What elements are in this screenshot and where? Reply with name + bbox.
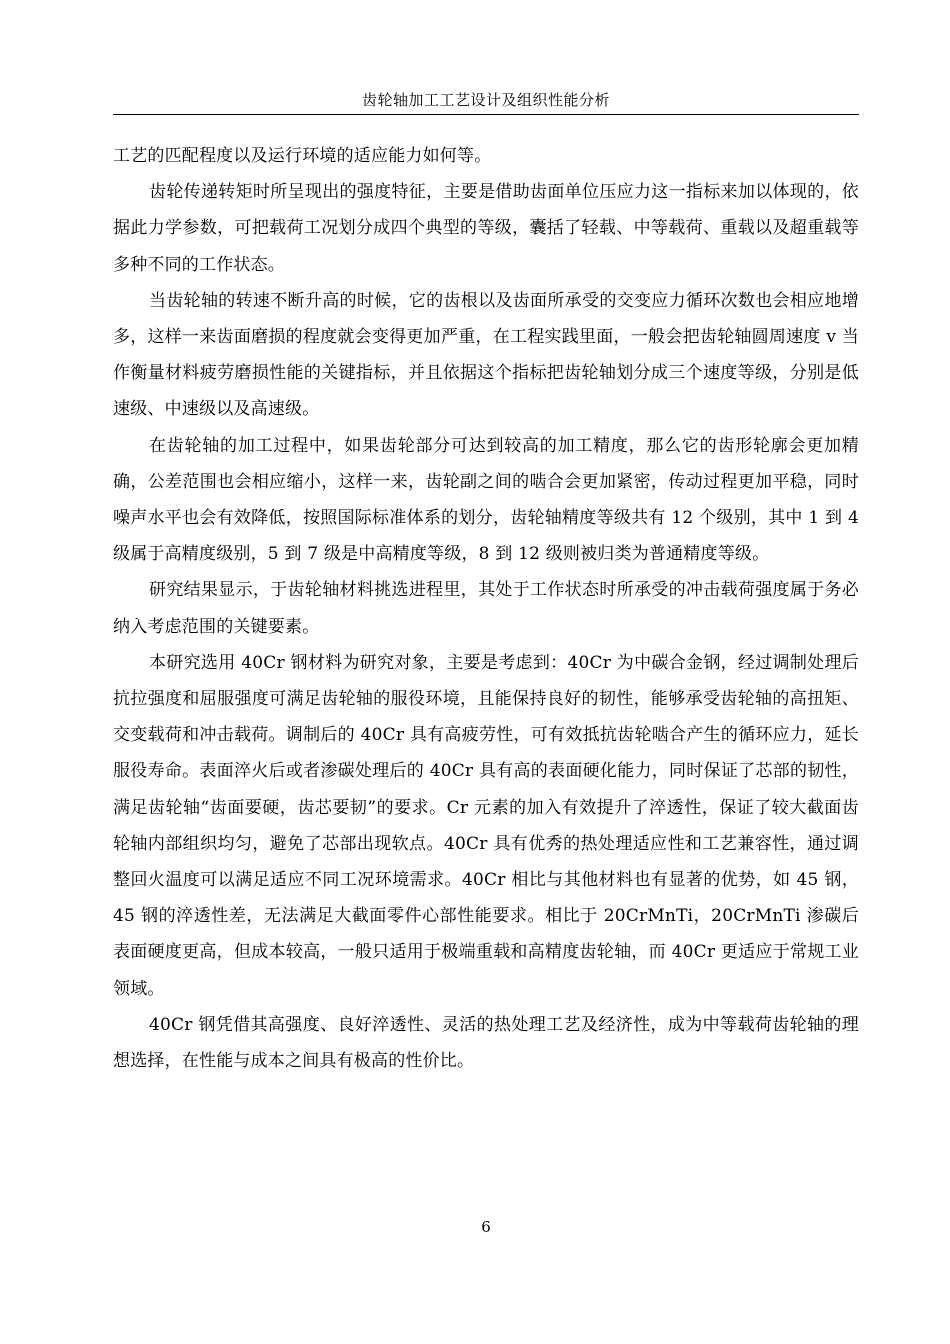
paragraph-precision-grade: 在齿轮轴的加工过程中，如果齿轮部分可达到较高的加工精度，那么它的齿形轮廓会更加精确，公差范围也会相应缩小，这样一来，齿轮副之间的啮合会更加紧密，传动过程更加平稳，同时噪声水平也会有效降低，按照国际标准体系的划分，齿轮轴精度等级共有 12 个级别，其中 1 到 4 级属于高精度级别，5 到 7 级是中高精度等级，8 到 12 级则被归类为普通精度等级。 <box>113 435 859 565</box>
header-divider <box>113 114 859 115</box>
page-number: 6 <box>481 1218 491 1236</box>
paragraph-speed-grade: 当齿轮轴的转速不断升高的时候，它的齿根以及齿面所承受的交变应力循环次数也会相应地增多，这样一来齿面磨损的程度就会变得更加严重，在工程实践里面，一般会把齿轮轴圆周速度 v 当作衡量材料疲劳磨损性能的关键指标，并且依据这个指标把齿轮轴划分成三个速度等级，分别是低速级、中速级以及高速级。 <box>113 290 859 420</box>
running-header-title: 齿轮轴加工工艺设计及组织性能分析 <box>361 91 610 109</box>
paragraph-impact-load: 研究结果显示，于齿轮轴材料挑选进程里，其处于工作状态时所承受的冲击载荷强度属于务必纳入考虑范围的关键要素。 <box>113 580 859 637</box>
paragraph-continuation: 工艺的匹配程度以及运行环境的适应能力如何等。 <box>113 146 492 166</box>
paragraph-conclusion: 40Cr 钢凭借其高强度、良好淬透性、灵活的热处理工艺及经济性，成为中等载荷齿轮轴的理想选择，在性能与成本之间具有极高的性价比。 <box>113 1014 859 1072</box>
paragraph-load-strength: 齿轮传递转矩时所呈现出的强度特征，主要是借助齿面单位压应力这一指标来加以体现的，依据此力学参数，可把载荷工况划分成四个典型的等级，囊括了轻载、中等载荷、重载以及超重载等多种不同的工作状态。 <box>113 182 859 275</box>
body-text <box>113 138 859 1079</box>
paragraph-material-selection: 本研究选用 40Cr 钢材料为研究对象，主要是考虑到：40Cr 为中碳合金钢，经过调制处理后抗拉强度和屈服强度可满足齿轮轴的服役环境，且能保持良好的韧性，能够承受齿轮轴的高扭矩、交变载荷和冲击载荷。调制后的 40Cr 具有高疲劳性，可有效抵抗齿轮啮合产生的循环应力，延长服役寿命。表面淬火后或者渗碳处理后的 40Cr 具有高的表面硬化能力，同时保证了芯部的韧性，满足齿轮轴“齿面要硬，齿芯要韧”的要求。Cr 元素的加入有效提升了淬透性，保证了较大截面齿轮轴内部组织均匀，避免了芯部出现软点。40Cr 具有优秀的热处理适应性和工艺兼容性，通过调整回火温度可以满足适应不同工况环境需求。40Cr 相比与其他材料也有显著的优势，如 45 钢，45 钢的淬透性差，无法满足大截面零件心部性能要求。相比于 20CrMnTi，20CrMnTi 渗碳后表面硬度更高，但成本较高，一般只适用于极端重载和高精度齿轮轴，而 40Cr 更适应于常规工业领域。 <box>113 652 859 999</box>
